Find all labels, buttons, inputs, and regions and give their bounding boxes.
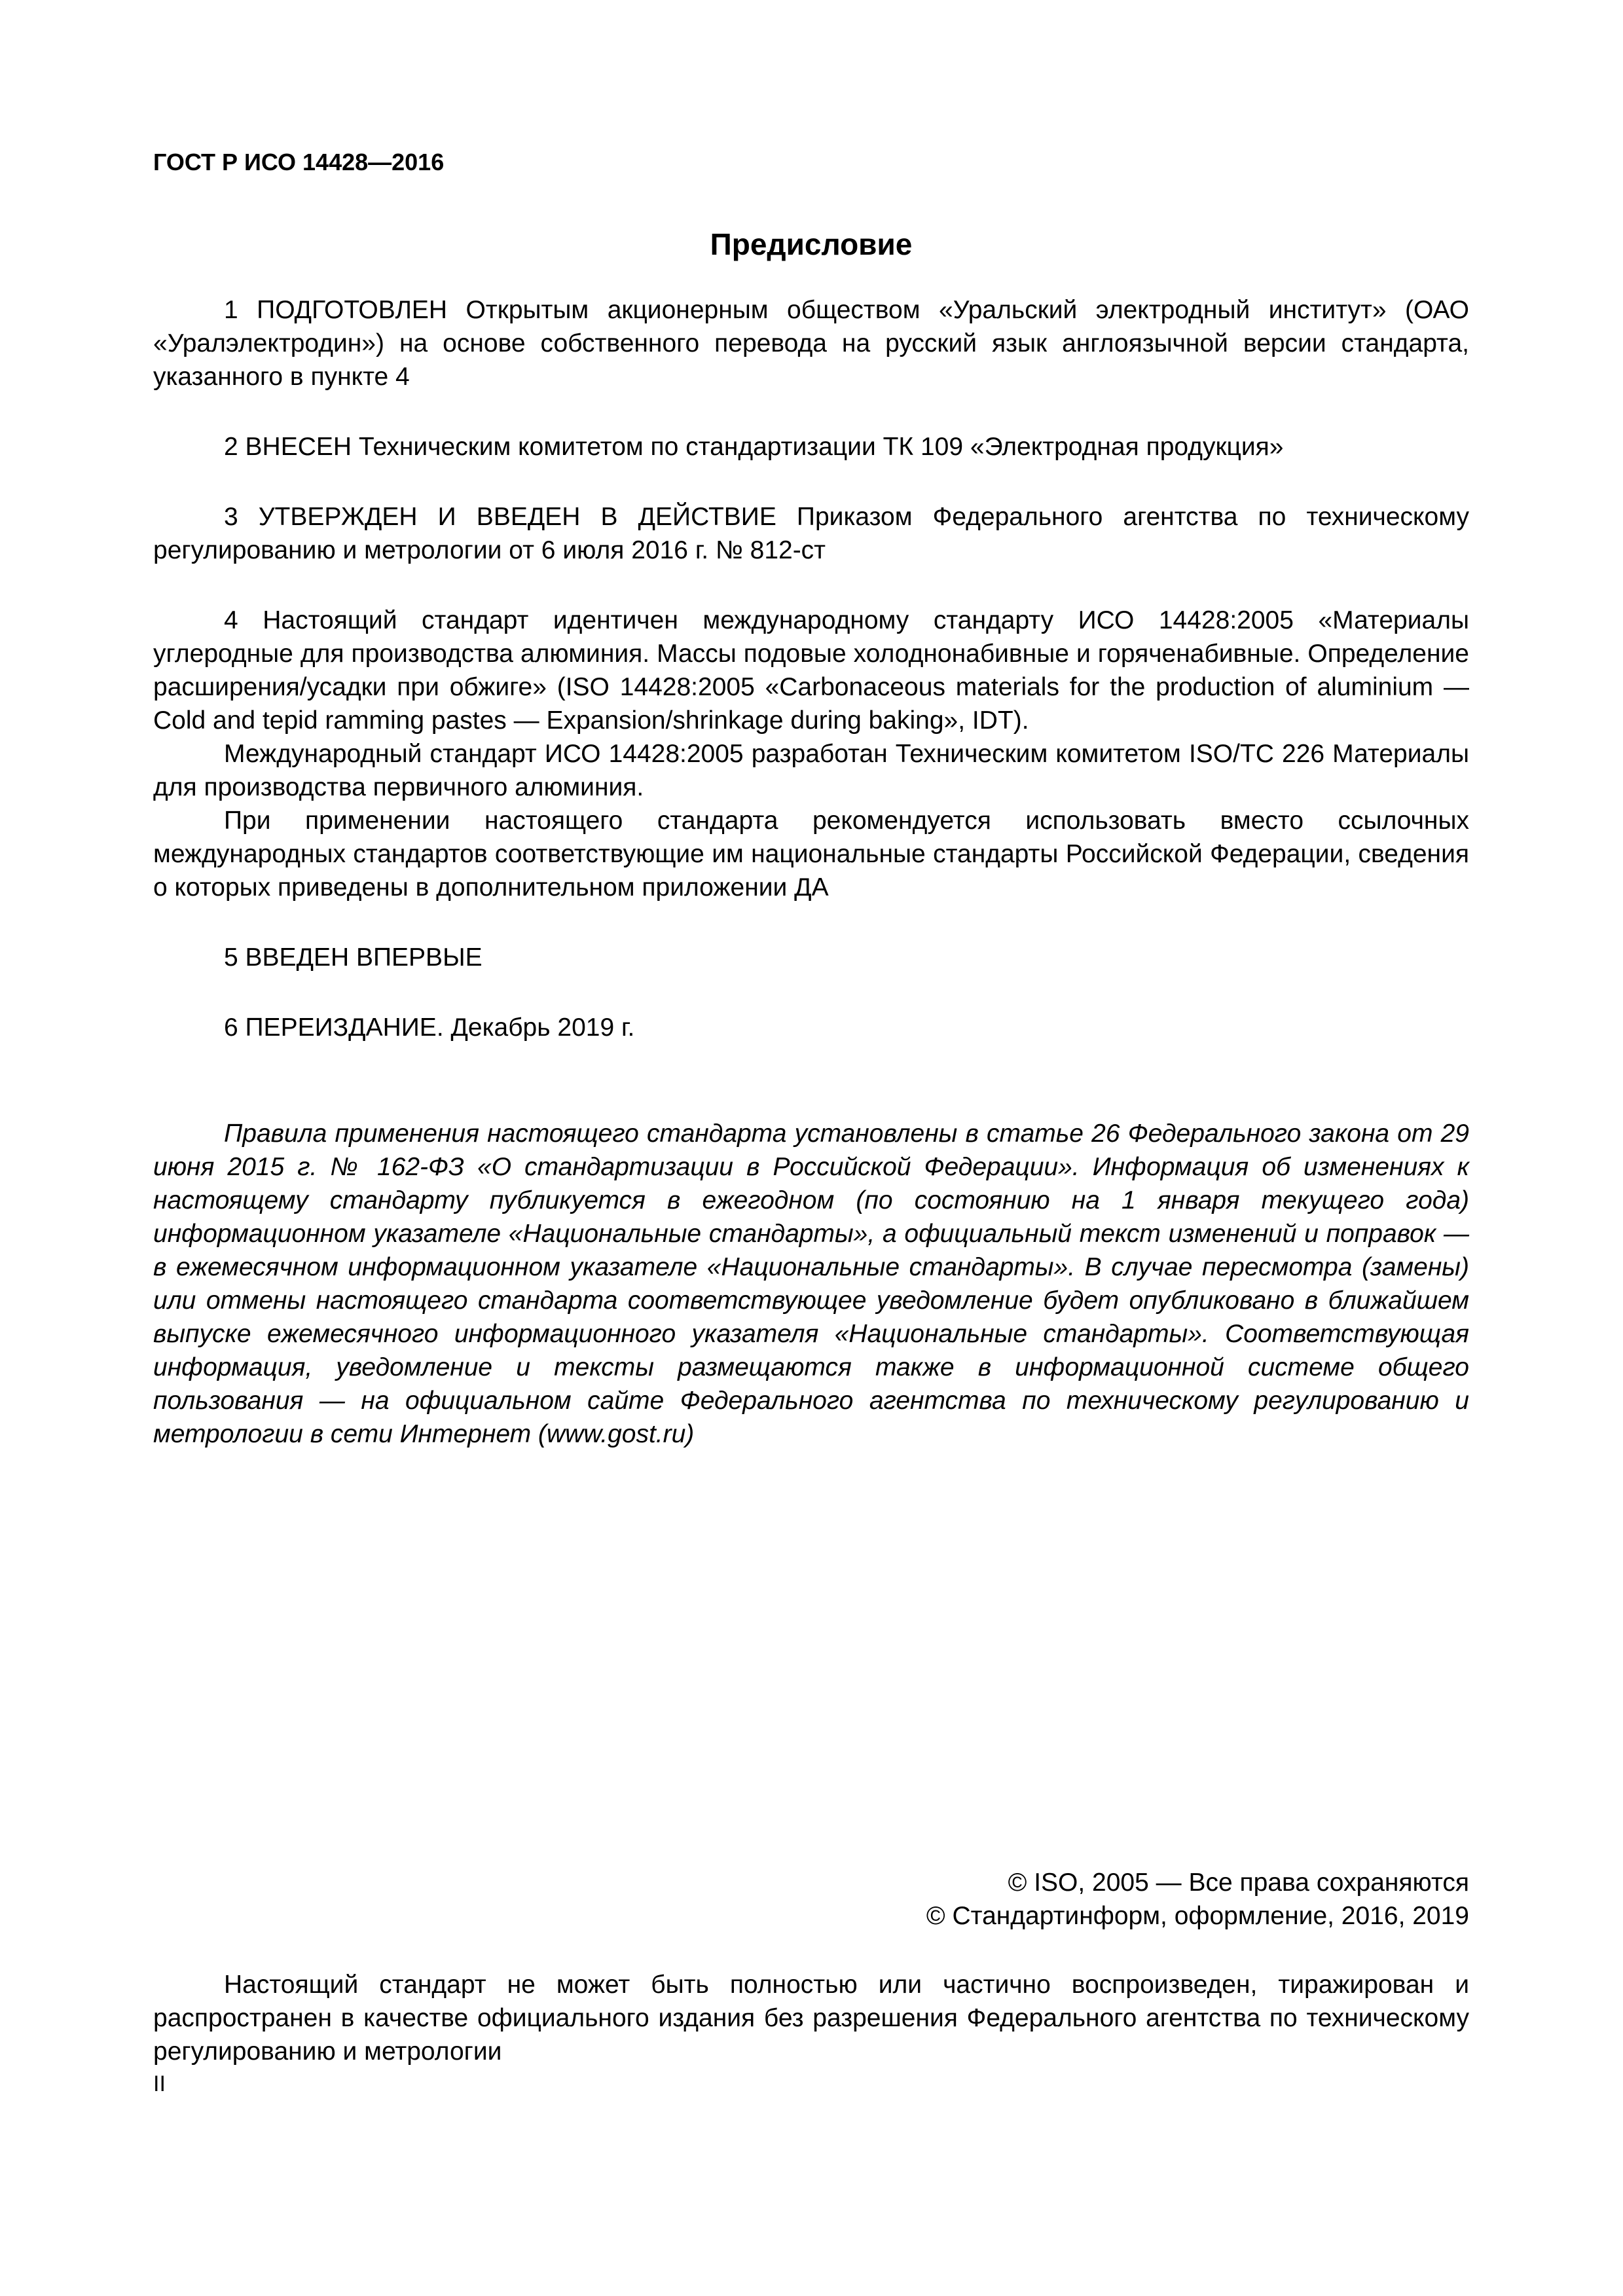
foreword-item-1 xyxy=(153,293,1469,393)
foreword-item-5 xyxy=(153,941,1469,974)
item-paragraph: 1 ПОДГОТОВЛЕН Открытым акционерным обществом «Уральский электродный институт» (ОАО «Уралэлектродин») на основе собственного перевода на русский язык англоязычной версии стандарта, указанного в пункте 4 xyxy=(153,296,1469,391)
document-code: ГОСТ Р ИСО 14428—2016 xyxy=(153,149,445,175)
foreword-item-2 xyxy=(153,430,1469,464)
item-paragraph: 6 ПЕРЕИЗДАНИЕ. Декабрь 2019 г. xyxy=(224,1013,635,1042)
foreword-item-3 xyxy=(153,500,1469,567)
copyright-block xyxy=(926,1866,1469,1933)
item-paragraph: 3 УТВЕРЖДЕН И ВВЕДЕН В ДЕЙСТВИЕ Приказом Федерального агентства по техническому регулированию и метрологии от 6 июля 2016 г. № 812-ст xyxy=(153,503,1469,564)
foreword-items xyxy=(153,293,1469,1081)
item-paragraph: При применении настоящего стандарта рекомендуется использовать вместо ссылочных международных стандартов соответствующие им национальные стандарты Российской Федерации, сведения о которых приведены в дополнительном приложении ДА xyxy=(153,807,1469,902)
page-title: Предисловие xyxy=(710,227,913,261)
reproduction-notice: Настоящий стандарт не может быть полностью или частично воспроизведен, тиражирован и распространен в качестве официального издания без разрешения Федерального агентства по техническому регулированию и метрологии xyxy=(153,1971,1469,2066)
foreword-item-6 xyxy=(153,1011,1469,1044)
item-paragraph: 5 ВВЕДЕН ВПЕРВЫЕ xyxy=(224,943,483,972)
item-paragraph: 4 Настоящий стандарт идентичен международному стандарту ИСО 14428:2005 «Материалы углеродные для производства алюминия. Массы подовые холоднонабивные и горяченабивные. Определение расширения/усадки при обжиге» (ISO 14428:2005 «Carbonaceous materials for the production of aluminium — Cold and tepid ramming pastes — Expansion/shrinkage during baking», IDT). xyxy=(153,606,1469,735)
item-paragraph: 2 ВНЕСЕН Техническим комитетом по стандартизации ТК 109 «Электродная продукция» xyxy=(224,433,1284,461)
legal-notice: Правила применения настоящего стандарта установлены в статье 26 Федерального закона от 29 июня 2015 г. № 162-ФЗ «О стандартизации в Российской Федерации». Информация об изменениях к настоящему стандарту публикуется в ежегодном (по состоянию на 1 января текущего года) информационном указателе «Национальные стандарты», а официальный текст изменений и поправок — в ежемесячном информационном указателе «Национальные стандарты». В случае пересмотра (замены) или отмены настоящего стандарта соответствующее уведомление будет опубликовано в ближайшем выпуске ежемесячного информационного указателя «Национальные стандарты». Соответствующая информация, уведомление и тексты размещаются также в информационной системе общего пользования — на официальном сайте Федерального агентства по техническому регулированию и метрологии в сети Интернет (www.gost.ru) xyxy=(153,1120,1469,1448)
copyright-iso: © ISO, 2005 — Все права сохраняются xyxy=(1008,1868,1469,1897)
page-number: II xyxy=(153,2071,166,2096)
foreword-item-4 xyxy=(153,604,1469,904)
copyright-standartinform: © Стандартинформ, оформление, 2016, 2019 xyxy=(926,1902,1469,1930)
item-paragraph: Международный стандарт ИСО 14428:2005 разработан Техническим комитетом ISO/TC 226 Материалы для производства первичного алюминия. xyxy=(153,740,1469,801)
